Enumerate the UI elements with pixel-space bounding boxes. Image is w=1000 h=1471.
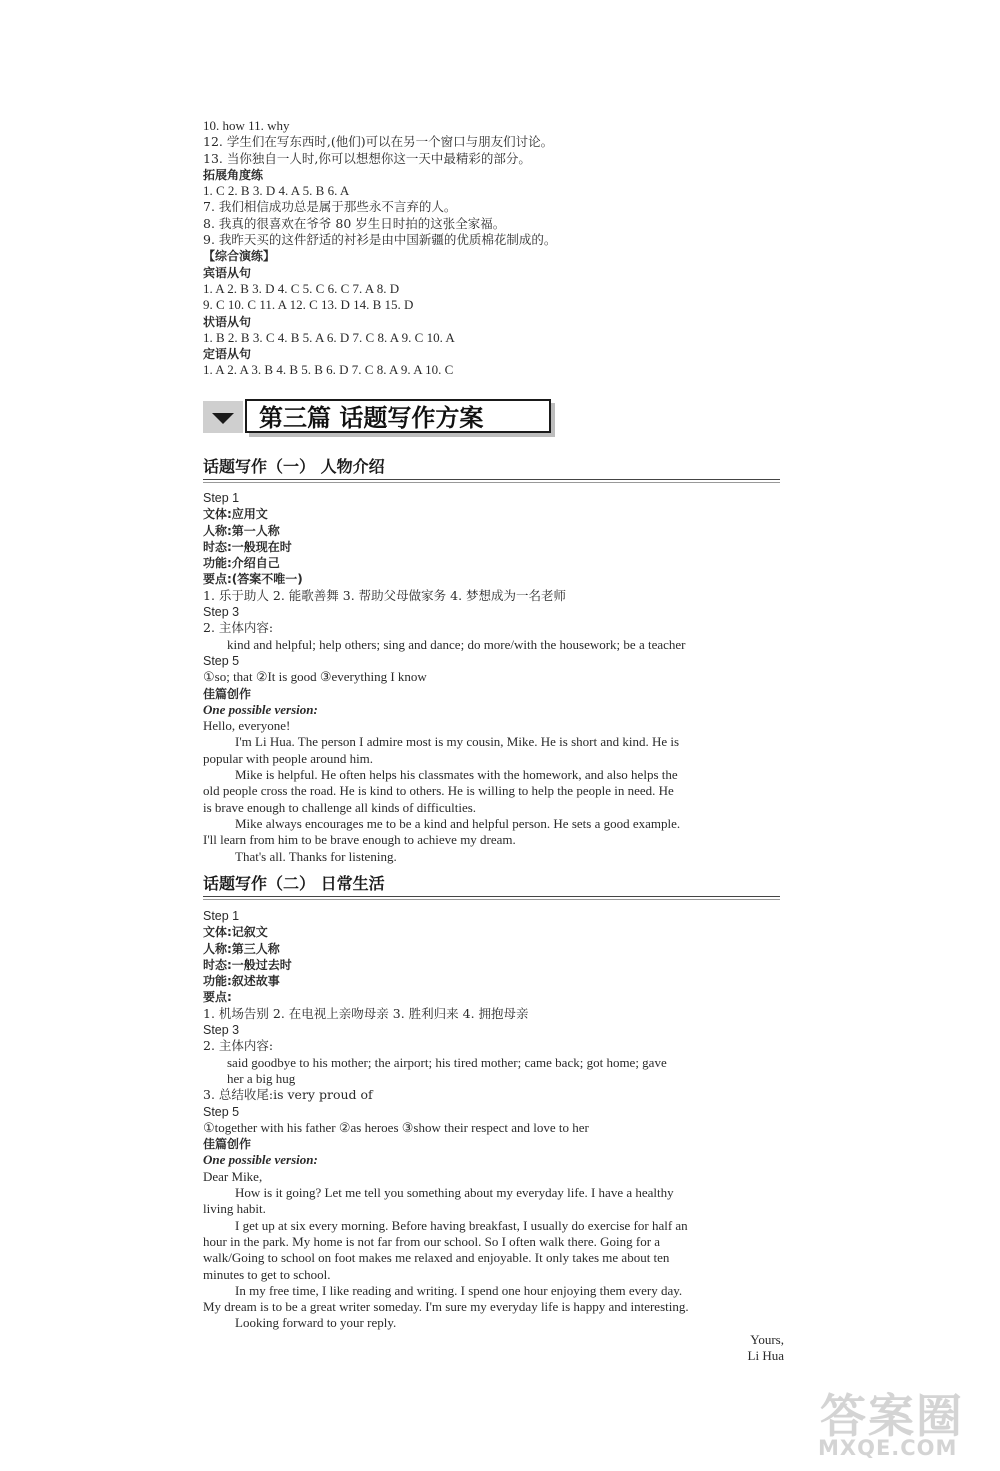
text-line: is brave enough to challenge all kinds of difficulties. bbox=[203, 799, 477, 815]
answer-line: 1. A 2. A 3. B 4. B 5. B 6. D 7. C 8. A 9. A 10. C bbox=[203, 362, 454, 378]
version-label: One possible version: bbox=[203, 1152, 318, 1168]
text-line: 1. 乐于助人 2. 能歌善舞 3. 帮助父母做家务 4. 梦想成为一名老师 bbox=[203, 587, 567, 603]
signoff-line: Yours, bbox=[750, 1331, 784, 1347]
subsection-label: 佳篇创作 bbox=[203, 686, 252, 701]
text-line: 人称:第三人称 bbox=[203, 941, 280, 956]
step-label: Step 3 bbox=[203, 1023, 240, 1038]
step-label: Step 5 bbox=[203, 1104, 240, 1119]
step-label: Step 1 bbox=[203, 909, 240, 923]
subsection-label: 状语从句 bbox=[203, 314, 252, 329]
section-body bbox=[203, 490, 788, 865]
answer-line: 7. 我们相信成功总是属于那些永不言弃的人。 bbox=[203, 199, 457, 215]
step-label: Step 3 bbox=[203, 605, 240, 620]
watermark-text: 答案圈 bbox=[820, 1389, 964, 1443]
subsection-label: 定语从句 bbox=[203, 347, 252, 362]
text-line: ①together with his father ②as heroes ③show their respect and love to her bbox=[203, 1119, 589, 1135]
answer-line: 12. 学生们在写东西时,(他们)可以在另一个窗口与朋友们讨论。 bbox=[203, 134, 554, 150]
section-body bbox=[203, 908, 788, 1364]
answer-line: 10. how 11. why bbox=[203, 118, 290, 133]
part-title: 第三篇 话题写作方案 bbox=[245, 399, 551, 433]
text-line: How is it going? Let me tell you something about my everyday life. I have a healthy bbox=[235, 1185, 674, 1201]
text-line: 功能:介绍自己 bbox=[203, 556, 280, 571]
text-line: Looking forward to your reply. bbox=[235, 1315, 397, 1331]
text-line: 时态:一般过去时 bbox=[203, 957, 292, 972]
text-line: 1. 机场告别 2. 在电视上亲吻母亲 3. 胜利归来 4. 拥抱母亲 bbox=[203, 1005, 529, 1021]
answer-block bbox=[203, 118, 788, 379]
text-line: 文体:记叙文 bbox=[203, 925, 268, 940]
text-line: old people cross the road. He is kind to others. He is willing to help the people in need. He bbox=[203, 783, 674, 799]
text-line: Mike always encourages me to be a kind and helpful person. He sets a good example. bbox=[235, 815, 681, 831]
text-line: My dream is to be a great writer someday. I'm sure my everyday life is happy and interesting. bbox=[203, 1299, 689, 1315]
text-line: ①so; that ②It is good ③everything I know bbox=[203, 669, 427, 685]
answer-line: 1. B 2. B 3. C 4. B 5. A 6. D 7. C 8. A 9. C 10. A bbox=[203, 329, 455, 345]
text-line: popular with people around him. bbox=[203, 750, 374, 766]
text-line: said goodbye to his mother; the airport; his tired mother; came back; got home; gave bbox=[227, 1054, 667, 1070]
answer-line: 1. C 2. B 3. D 4. A 5. B 6. A bbox=[203, 183, 350, 199]
answer-line: 9. C 10. C 11. A 12. C 13. D 14. B 15. D bbox=[203, 297, 414, 313]
subsection-label: 宾语从句 bbox=[203, 265, 252, 280]
section-heading-text: 话题写作（一） 人物介绍 bbox=[203, 457, 385, 476]
section-heading bbox=[203, 455, 780, 480]
signature-name: Li Hua bbox=[747, 1348, 784, 1364]
version-label: One possible version: bbox=[203, 701, 318, 717]
text-line: In my free time, I like reading and writing. I spend one hour enjoying them every day. bbox=[235, 1282, 683, 1298]
text-line: 3. 总结收尾:is very proud of bbox=[203, 1087, 373, 1103]
text-line: 时态:一般现在时 bbox=[203, 539, 292, 554]
text-line: 要点:(答案不唯一) bbox=[203, 572, 303, 587]
text-line: walk/Going to school on foot makes me relaxed and enjoyable. It only takes me about ten bbox=[203, 1250, 670, 1266]
text-line: I'm Li Hua. The person I admire most is my cousin, Mike. He is short and kind. He is bbox=[235, 734, 680, 750]
text-line: hour in the park. My home is not far from our school. So I often walk there. Going for a bbox=[203, 1233, 661, 1249]
text-line: I get up at six every morning. Before having breakfast, I usually do exercise for half an bbox=[235, 1217, 688, 1233]
answer-line: 13. 当你独自一人时,你可以想想你这一天中最精彩的部分。 bbox=[203, 150, 531, 166]
text-line: 功能:叙述故事 bbox=[203, 974, 280, 989]
answer-line: 1. A 2. B 3. D 4. C 5. C 6. C 7. A 8. D bbox=[203, 280, 400, 296]
text-line: her a big hug bbox=[227, 1070, 296, 1086]
section-heading-text: 话题写作（二） 日常生活 bbox=[203, 874, 385, 893]
watermark-url: MXQE.COM bbox=[818, 1436, 958, 1460]
text-line: Dear Mike, bbox=[203, 1168, 263, 1184]
subsection-label: 拓展角度练 bbox=[203, 167, 264, 182]
answer-line: 9. 我昨天买的这件舒适的衬衫是由中国新疆的优质棉花制成的。 bbox=[203, 232, 557, 248]
subsection-label: 佳篇创作 bbox=[203, 1137, 252, 1152]
triangle-down-icon bbox=[212, 413, 234, 424]
step-label: Step 1 bbox=[203, 491, 240, 505]
subsection-label: 【综合演练】 bbox=[203, 249, 276, 264]
text-line: kind and helpful; help others; sing and dance; do more/with the housework; be a teacher bbox=[227, 636, 686, 652]
text-line: Mike is helpful. He often helps his classmates with the homework, and also helps the bbox=[235, 767, 678, 783]
text-line: 人称:第一人称 bbox=[203, 523, 280, 538]
text-line: That's all. Thanks for listening. bbox=[235, 848, 397, 864]
part-banner bbox=[203, 399, 553, 437]
text-line: 2. 主体内容: bbox=[203, 620, 274, 636]
banner-marker bbox=[203, 401, 243, 433]
answer-line: 8. 我真的很喜欢在爷爷 80 岁生日时拍的这张全家福。 bbox=[203, 215, 506, 231]
step-label: Step 5 bbox=[203, 653, 240, 668]
text-line: 文体:应用文 bbox=[203, 507, 268, 522]
text-line: I'll learn from him to be brave enough to achieve my dream. bbox=[203, 832, 516, 848]
watermark-logo bbox=[800, 1380, 990, 1465]
text-line: Hello, everyone! bbox=[203, 718, 291, 734]
text-line: 2. 主体内容: bbox=[203, 1038, 274, 1054]
text-line: 要点: bbox=[203, 990, 232, 1005]
section-heading bbox=[203, 872, 780, 897]
text-line: minutes to get to school. bbox=[203, 1266, 331, 1282]
text-line: living habit. bbox=[203, 1201, 266, 1217]
